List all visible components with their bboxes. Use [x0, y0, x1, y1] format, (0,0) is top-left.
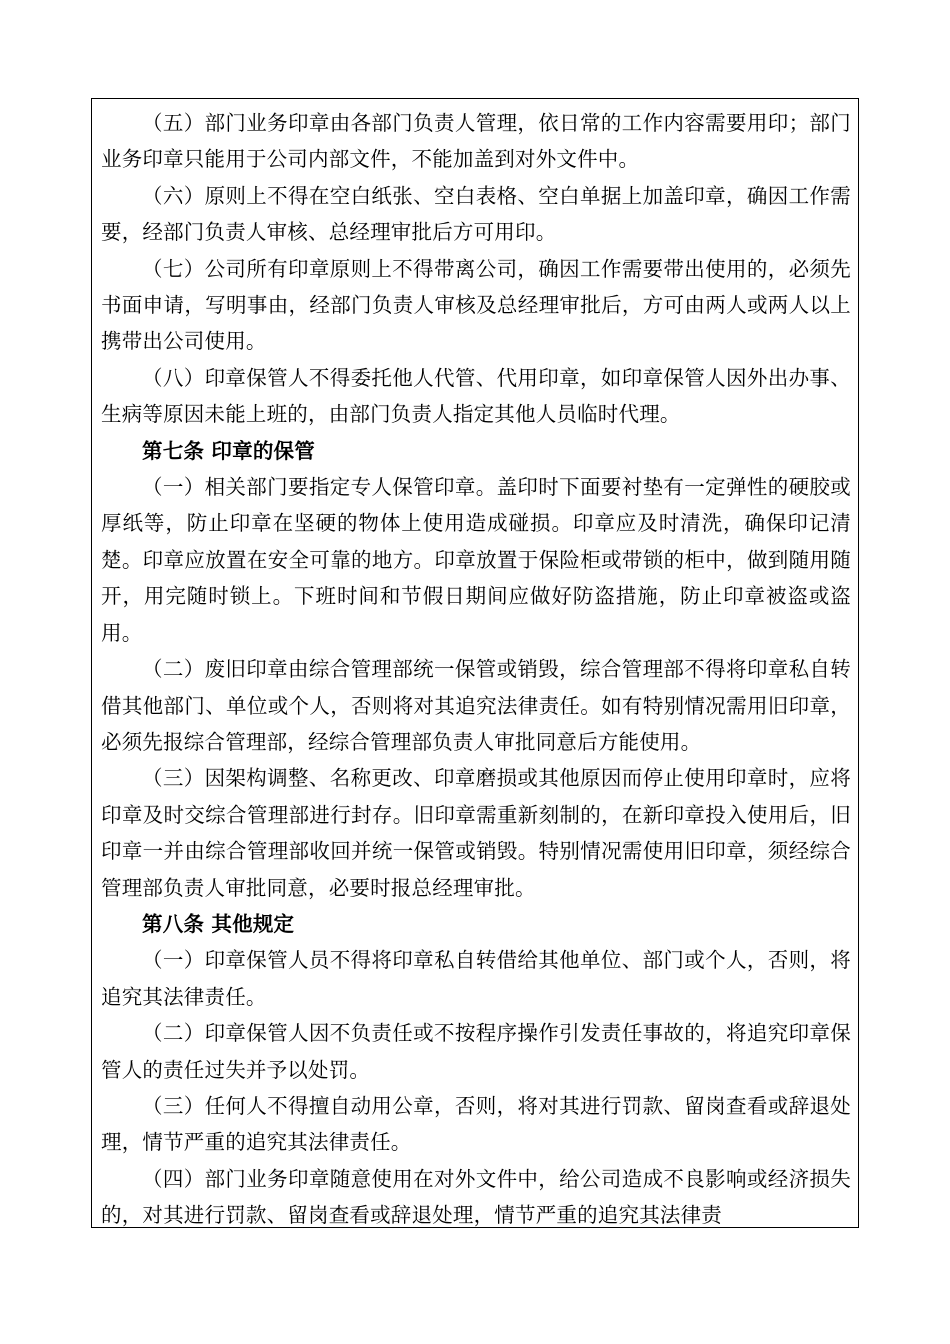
article-7-heading: 第七条 印章的保管: [142, 438, 315, 463]
article-8-heading: 第八条 其他规定: [142, 911, 295, 936]
paragraph-5: （五）部门业务印章由各部门负责人管理，依日常的工作内容需要用印；部门业务印章只能用于公司内部文件，不能加盖到对外文件中。: [101, 111, 851, 172]
document-body: [101, 105, 851, 1228]
paragraph-6: （六）原则上不得在空白纸张、空白表格、空白单据上加盖印章，确因工作需要，经部门负责人审核、总经理审批后方可用印。: [101, 183, 851, 245]
article-7-item-2: （二）废旧印章由综合管理部统一保管或销毁，综合管理部不得将印章私自转借其他部门、单位或个人，否则将对其追究法律责任。如有特别情况需用旧印章，必须先报综合管理部，经综合管理部负责人审批同意后方能使用。: [101, 657, 851, 754]
document-frame: [91, 98, 859, 1228]
article-8-item-4: （四）部门业务印章随意使用在对外文件中，给公司造成不良影响或经济损失的，对其进行罚款、留岗查看或辞退处理，情节严重的追究其法律责: [101, 1166, 851, 1228]
article-7-item-1: （一）相关部门要指定专人保管印章。盖印时下面要衬垫有一定弹性的硬胶或厚纸等，防止印章在坚硬的物体上使用造成碰损。印章应及时清洗，确保印记清楚。印章应放置在安全可靠的地方。印章放置于保险柜或带锁的柜中，做到随用随开，用完随时锁上。下班时间和节假日期间应做好防盗措施，防止印章被盗或盗用。: [101, 475, 851, 645]
paragraph-7: （七）公司所有印章原则上不得带离公司，确因工作需要带出使用的，必须先书面申请，写明事由，经部门负责人审核及总经理审批后，方可由两人或两人以上携带出公司使用。: [101, 256, 851, 354]
article-8-item-1: （一）印章保管人员不得将印章私自转借给其他单位、部门或个人，否则，将追究其法律责任。: [101, 948, 851, 1009]
article-8-item-3: （三）任何人不得擅自动用公章，否则，将对其进行罚款、留岗查看或辞退处理，情节严重的追究其法律责任。: [101, 1093, 851, 1155]
article-8-item-2: （二）印章保管人因不负责任或不按程序操作引发责任事故的，将追究印章保管人的责任过失并予以处罚。: [101, 1021, 851, 1082]
article-7-item-3: （三）因架构调整、名称更改、印章磨损或其他原因而停止使用印章时，应将印章及时交综合管理部进行封存。旧印章需重新刻制的，在新印章投入使用后，旧印章一并由综合管理部收回并统一保管或销毁。特别情况需使用旧印章，须经综合管理部负责人审批同意，必要时报总经理审批。: [101, 766, 851, 900]
paragraph-8: （八）印章保管人不得委托他人代管、代用印章，如印章保管人因外出办事、生病等原因未能上班的，由部门负责人指定其他人员临时代理。: [101, 365, 851, 427]
